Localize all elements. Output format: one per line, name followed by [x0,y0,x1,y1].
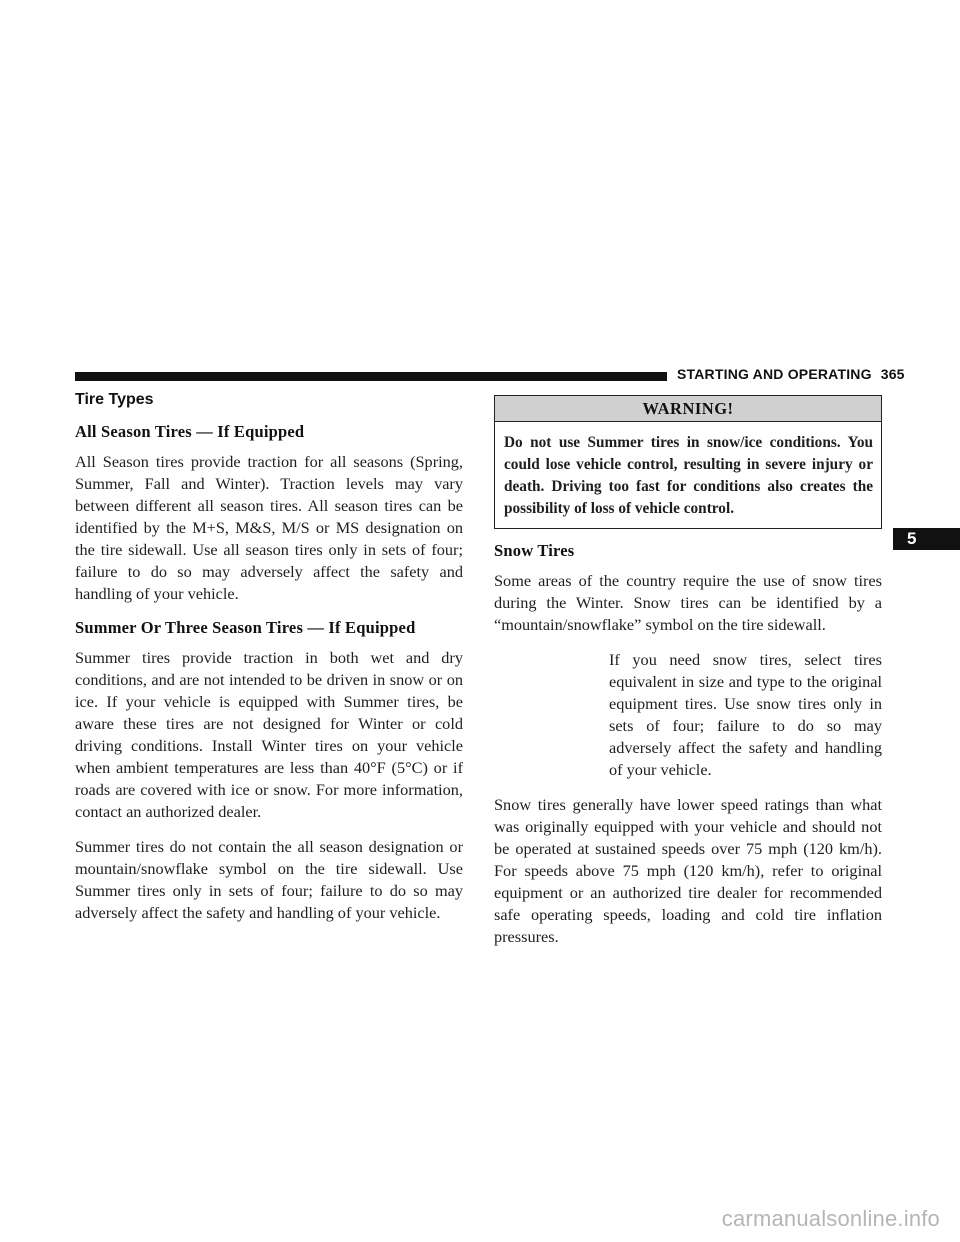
paragraph-snow-1: Some areas of the country require the use of snow tires during the Winter. Snow tires can be identified by a “mountain/snowflake” symbol on the tire sidewall. [494,571,882,634]
paragraph-snow-3: Snow tires generally have lower speed ratings than what was originally equipped with your vehicle and should not be operated at sustained speeds over 75 mph (120 km/h). For speeds above 75 mph (120 km/h), refer to original equipment or an authorized tire dealer for recommended safe operating speeds, loading and cold tire inflation pressures. [494,795,882,946]
watermark: carmanualsonline.info [721,1206,940,1231]
section-title: STARTING AND OPERATING [677,366,872,382]
warning-box [494,395,882,529]
paragraph-summer-2: Summer tires do not contain the all season designation or mountain/snowflake symbol on the tire sidewall. Use Summer tires only in sets of four; failure to do so may adversely affect the safety and handling of your vehicle. [75,837,463,922]
heading-summer: Summer Or Three Season Tires — If Equipped [75,618,416,637]
heading-all-season: All Season Tires — If Equipped [75,422,305,441]
paragraph-all-season: All Season tires provide traction for all seasons (Spring, Summer, Fall and Winter). Traction levels may vary between different all season tires. All season tires can be identified by the M+S, M&S, M/S or MS designation on the tire sidewall. Use all season tires only in sets of four; failure to do so may adversely affect the safety and handling of your vehicle. [75,452,463,603]
section-title-tire-types: Tire Types [75,391,154,408]
heading-snow-tires: Snow Tires [494,541,575,560]
chapter-tab: 5 [893,528,960,550]
running-header [677,366,905,382]
warning-text: Do not use Summer tires in snow/ice conditions. You could lose vehicle control, resulting in severe injury or death. Driving too fast for conditions also creates the possibility of loss of vehicle control. [504,434,873,517]
warning-title: WARNING! [495,396,881,422]
paragraph-summer-1: Summer tires provide traction in both wet and dry conditions, and are not intended to be driven in snow or on ice. If your vehicle is equipped with Summer tires, be aware these tires are not designed for Winter or cold driving conditions. Install Winter tires on your vehicle when ambient temperatures are less than 40°F (5°C) or if roads are covered with ice or snow. For more information, contact an authorized dealer. [75,648,463,821]
left-column [75,391,463,937]
right-column [494,395,882,961]
paragraph-snow-2: If you need snow tires, select tires equivalent in size and type to the original equipment tires. Use snow tires only in sets of four; failure to do so may adversely affect the safety and handling of your vehicle. [609,650,882,779]
page-number: 365 [880,366,905,382]
header-rule [75,372,667,381]
